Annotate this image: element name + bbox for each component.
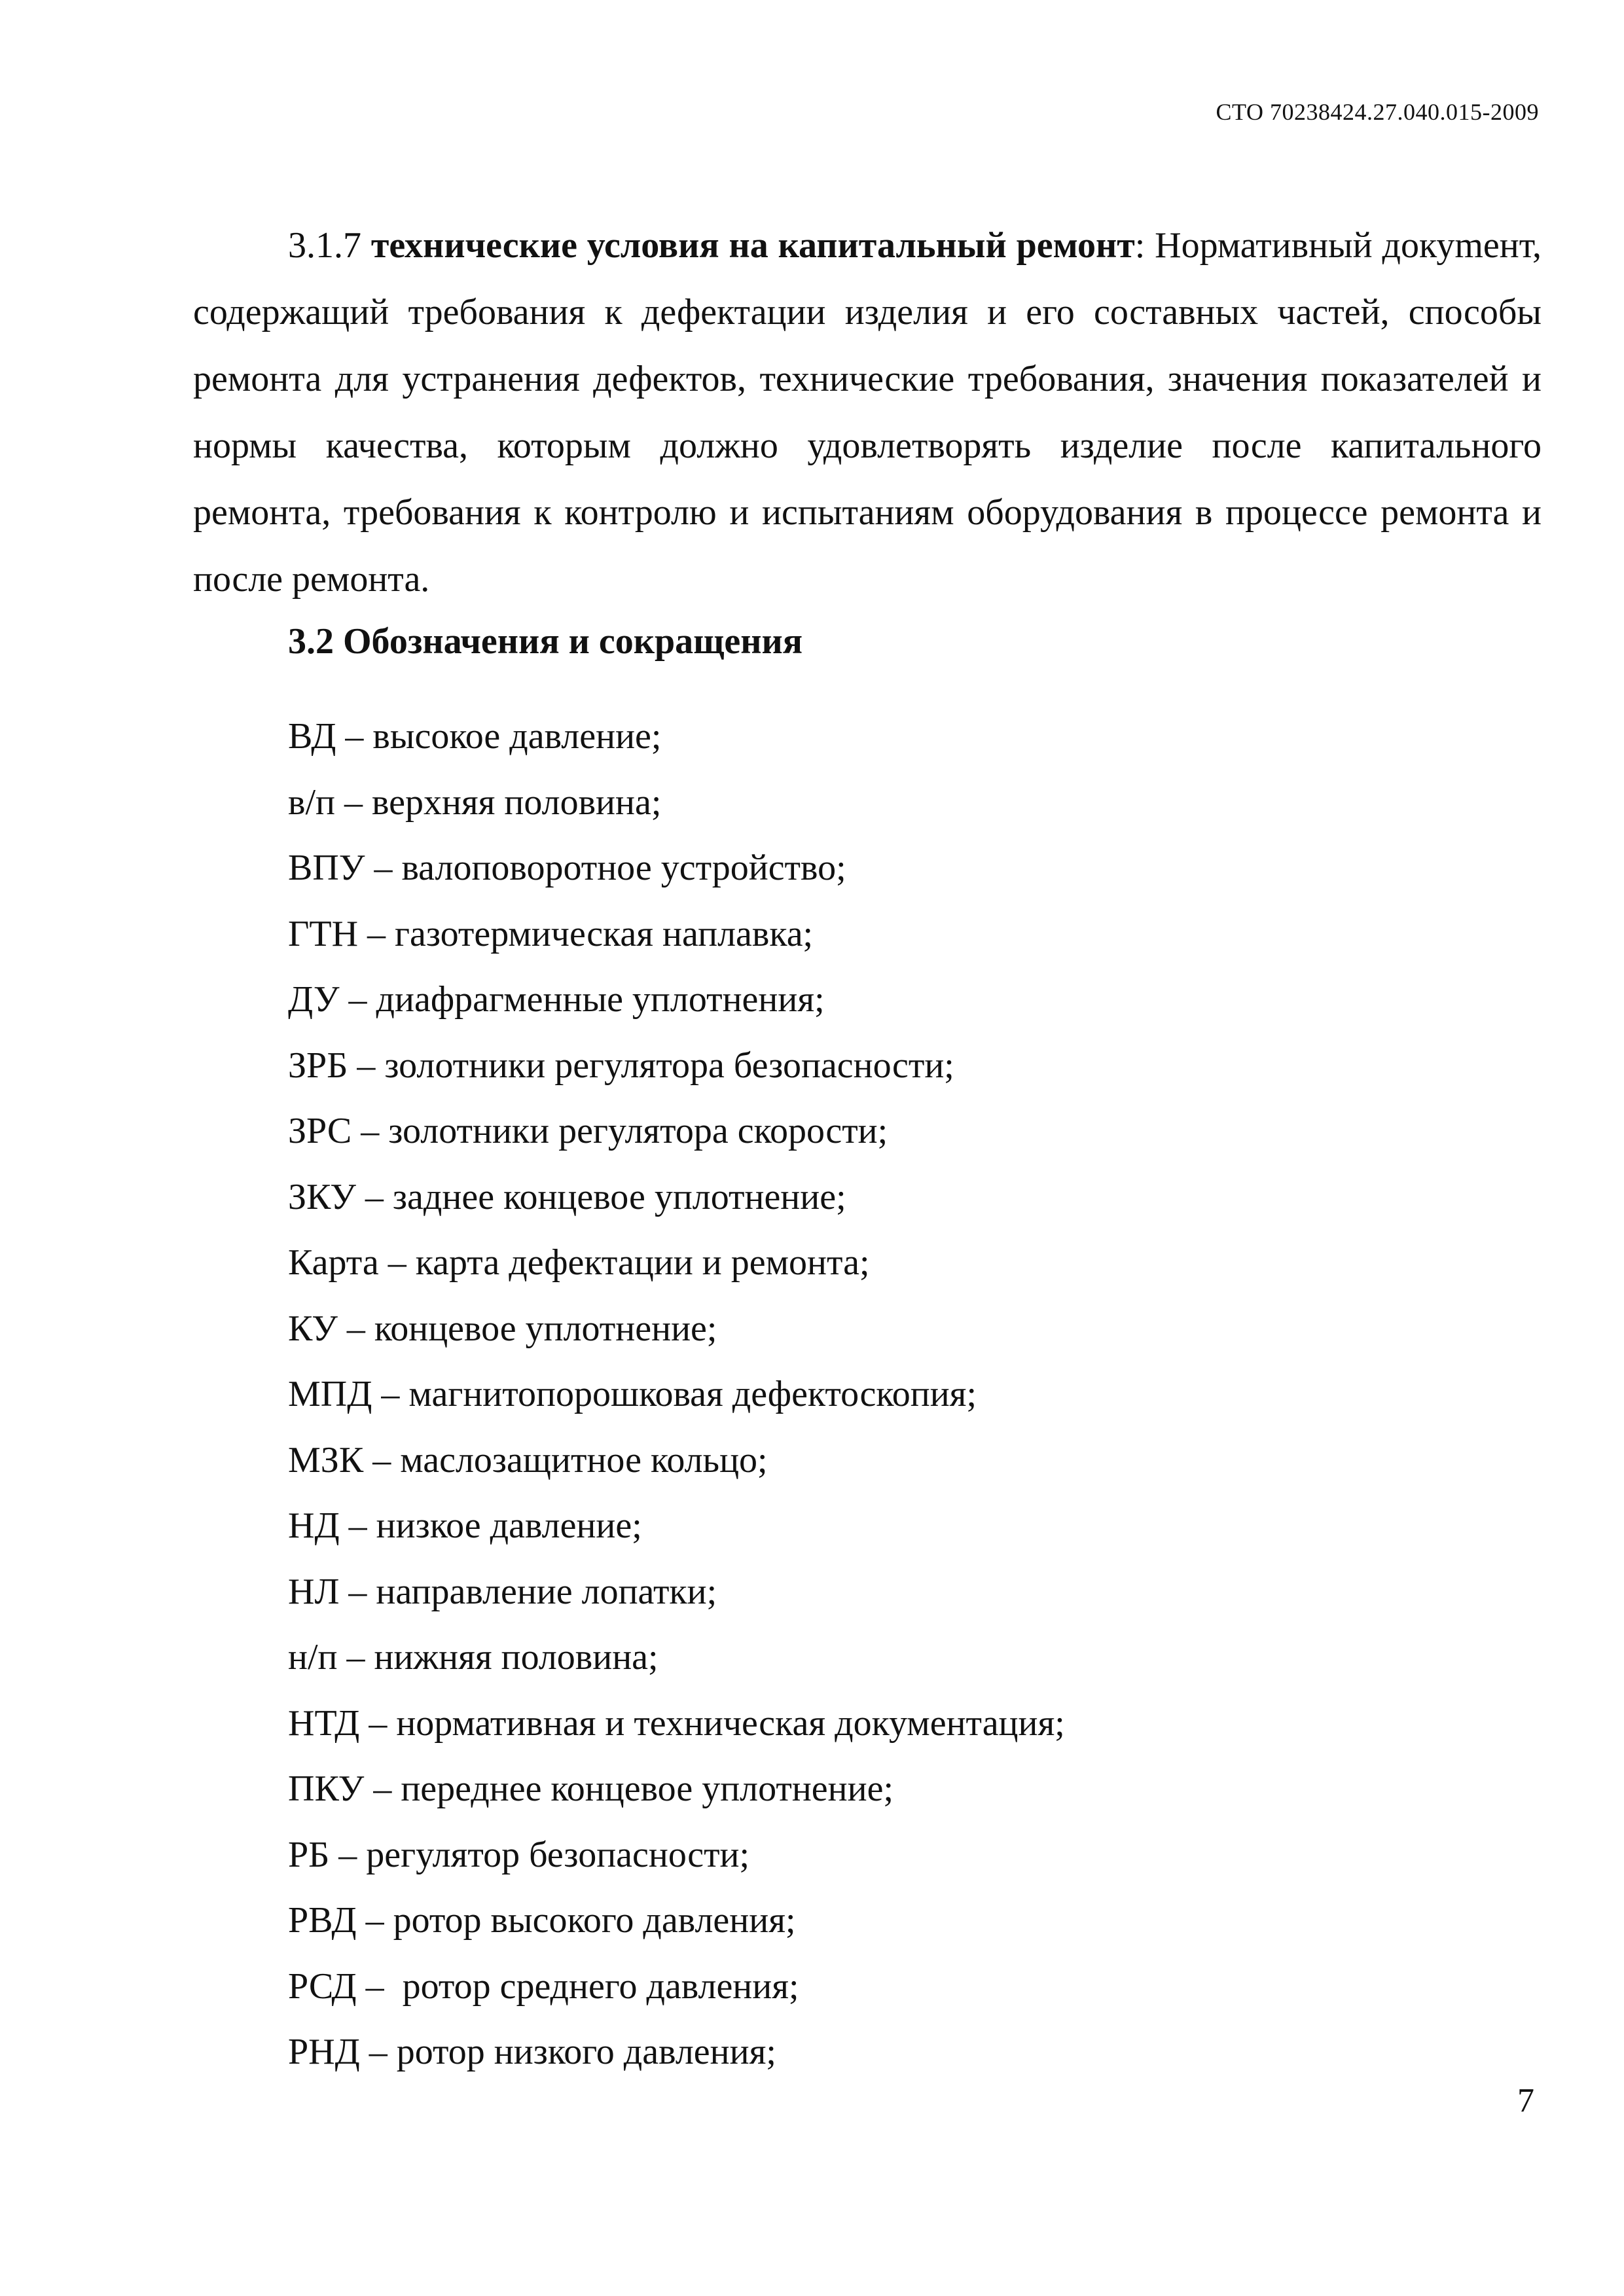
abbreviation-item: ГТН – газотермическая наплавка;	[288, 913, 814, 954]
abbreviation-item: ВПУ – валоповоротное устройство;	[288, 848, 846, 888]
abbreviation-item: н/п – нижняя половина;	[288, 1637, 659, 1677]
abbreviation-item: РБ – регулятор безопасности;	[288, 1834, 750, 1875]
abbreviation-item: НД – низкое давление;	[288, 1505, 642, 1546]
abbreviation-item: КУ – концевое уплотнение;	[288, 1308, 717, 1349]
clause-term: технические условия на капитальный ремонт	[370, 225, 1135, 266]
abbreviation-item: НТД – нормативная и техническая документация;	[288, 1702, 1065, 1744]
abbreviation-item: МЗК – маслозащитное кольцо;	[288, 1439, 768, 1480]
abbreviation-item: ДУ – диафрагменные уплотнения;	[288, 979, 825, 1020]
page-number: 7	[1517, 2082, 1534, 2119]
clause-definition: : Нормативный докуmент, содержащий требования к дефектации изделия и его составных частей, способы ремонта для устранения дефектов, технические требования, значения показателей и нормы качества, которым должно удовлетворять изделие после капитального ремонта, требования к контролю и испытаниям оборудования в процессе ремонта и после ремонта.	[193, 225, 1542, 600]
section-heading-3-2: 3.2 Обозначения и сокращения	[288, 621, 803, 662]
abbreviation-item: ЗКУ – заднее концевое уплотнение;	[288, 1176, 846, 1217]
abbreviation-item: Карта – карта дефектации и ремонта;	[288, 1242, 870, 1283]
abbreviation-item: ЗРБ – золотники регулятора безопасности;	[288, 1045, 954, 1086]
abbreviation-item: МПД – магнитопорошковая дефектоскопия;	[288, 1374, 977, 1414]
clause-3-1-7	[193, 212, 1542, 613]
document-code-header: СТО 70238424.27.040.015-2009	[1216, 99, 1539, 125]
abbreviation-item: ВД – высокое давление;	[288, 716, 662, 757]
abbreviation-item: в/п – верхняя половина;	[288, 781, 662, 823]
clause-number: 3.1.7	[288, 225, 361, 266]
abbreviation-item: РНД – ротор низкого давления;	[288, 2032, 776, 2072]
abbreviation-item: ПКУ – переднее концевое уплотнение;	[288, 1768, 894, 1809]
abbreviation-item: РВД – ротор высокого давления;	[288, 1900, 796, 1941]
abbreviation-item: НЛ – направление лопатки;	[288, 1571, 717, 1612]
abbreviation-list	[288, 713, 1065, 2095]
abbreviation-item: РСД – ротор среднего давления;	[288, 1965, 799, 2007]
abbreviation-item: ЗРС – золотники регулятора скорости;	[288, 1111, 888, 1151]
